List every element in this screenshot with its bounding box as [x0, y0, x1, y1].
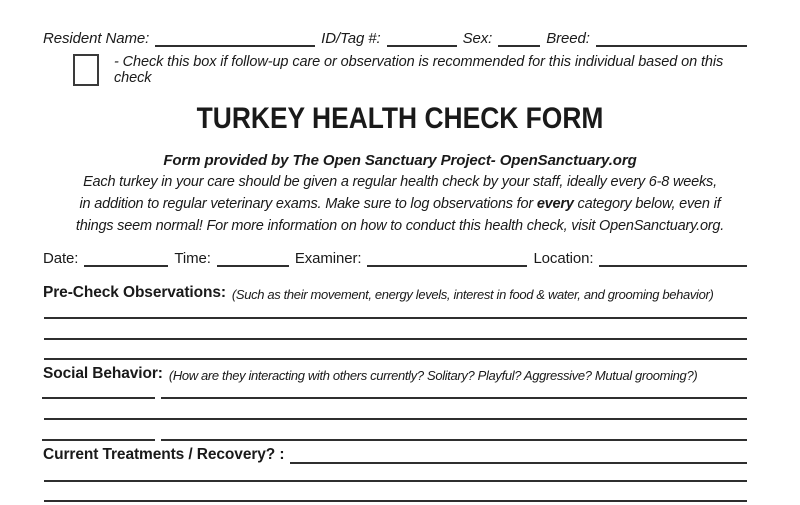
- intro-emphasis-every: every: [536, 196, 574, 212]
- writing-line[interactable]: [161, 397, 747, 399]
- id-tag-label: ID/Tag #:: [321, 30, 381, 47]
- sex-blank[interactable]: [498, 30, 540, 47]
- sex-label: Sex:: [462, 30, 493, 47]
- examiner-label: Examiner:: [294, 250, 362, 267]
- followup-instruction: - Check this box if follow-up care or observation is recommended for this individual based on this check: [114, 54, 724, 86]
- pre-check-label: Pre-Check Observations:: [43, 284, 226, 301]
- examiner-blank[interactable]: [367, 250, 527, 267]
- writing-line[interactable]: [44, 317, 747, 319]
- treatments-heading-row: [43, 445, 747, 464]
- writing-line[interactable]: [44, 358, 747, 360]
- writing-line[interactable]: [161, 439, 747, 441]
- resident-header-row: [43, 30, 747, 47]
- writing-line[interactable]: [42, 439, 155, 441]
- social-behavior-heading: [43, 365, 760, 383]
- id-tag-blank[interactable]: [387, 30, 457, 47]
- resident-name-label: Resident Name:: [43, 30, 150, 47]
- followup-row: [73, 54, 760, 86]
- meta-row: [43, 250, 747, 267]
- writing-line[interactable]: [44, 480, 747, 482]
- pre-check-hint: (Such as their movement, energy levels, interest in food & water, and grooming behavior): [231, 287, 714, 302]
- provided-by-line: Form provided by The Open Sanctuary Project- OpenSanctuary.org: [163, 152, 637, 169]
- writing-line[interactable]: [44, 500, 747, 502]
- date-label: Date:: [43, 250, 79, 267]
- date-blank[interactable]: [84, 250, 168, 267]
- intro-paragraph: [0, 171, 800, 237]
- breed-blank[interactable]: [596, 30, 747, 47]
- breed-label: Breed:: [546, 30, 590, 47]
- writing-line[interactable]: [42, 397, 155, 399]
- treatments-blank[interactable]: [290, 445, 747, 464]
- location-blank[interactable]: [599, 250, 747, 267]
- intro-line-3: things seem normal! For more information on how to conduct this health check, visit OpenSanctuary.org.: [75, 218, 725, 234]
- form-title: TURKEY HEALTH CHECK FORM: [196, 102, 604, 135]
- intro-line-1: Each turkey in your care should be given a regular health check by your staff, ideally every 6-8 weeks,: [83, 174, 717, 190]
- social-behavior-label: Social Behavior:: [43, 365, 163, 382]
- social-behavior-hint: (How are they interacting with others currently? Solitary? Playful? Aggressive? Mutual grooming?): [168, 368, 698, 383]
- time-blank[interactable]: [217, 250, 289, 267]
- followup-checkbox[interactable]: [73, 54, 99, 86]
- location-label: Location:: [533, 250, 594, 267]
- writing-line[interactable]: [44, 418, 747, 420]
- resident-name-blank[interactable]: [155, 30, 315, 47]
- pre-check-heading: [43, 284, 760, 302]
- writing-line[interactable]: [44, 338, 747, 340]
- intro-line-2: in addition to regular veterinary exams. Make sure to log observations for every category below, even if: [79, 196, 721, 212]
- time-label: Time:: [174, 250, 211, 267]
- treatments-label: Current Treatments / Recovery? :: [43, 446, 285, 463]
